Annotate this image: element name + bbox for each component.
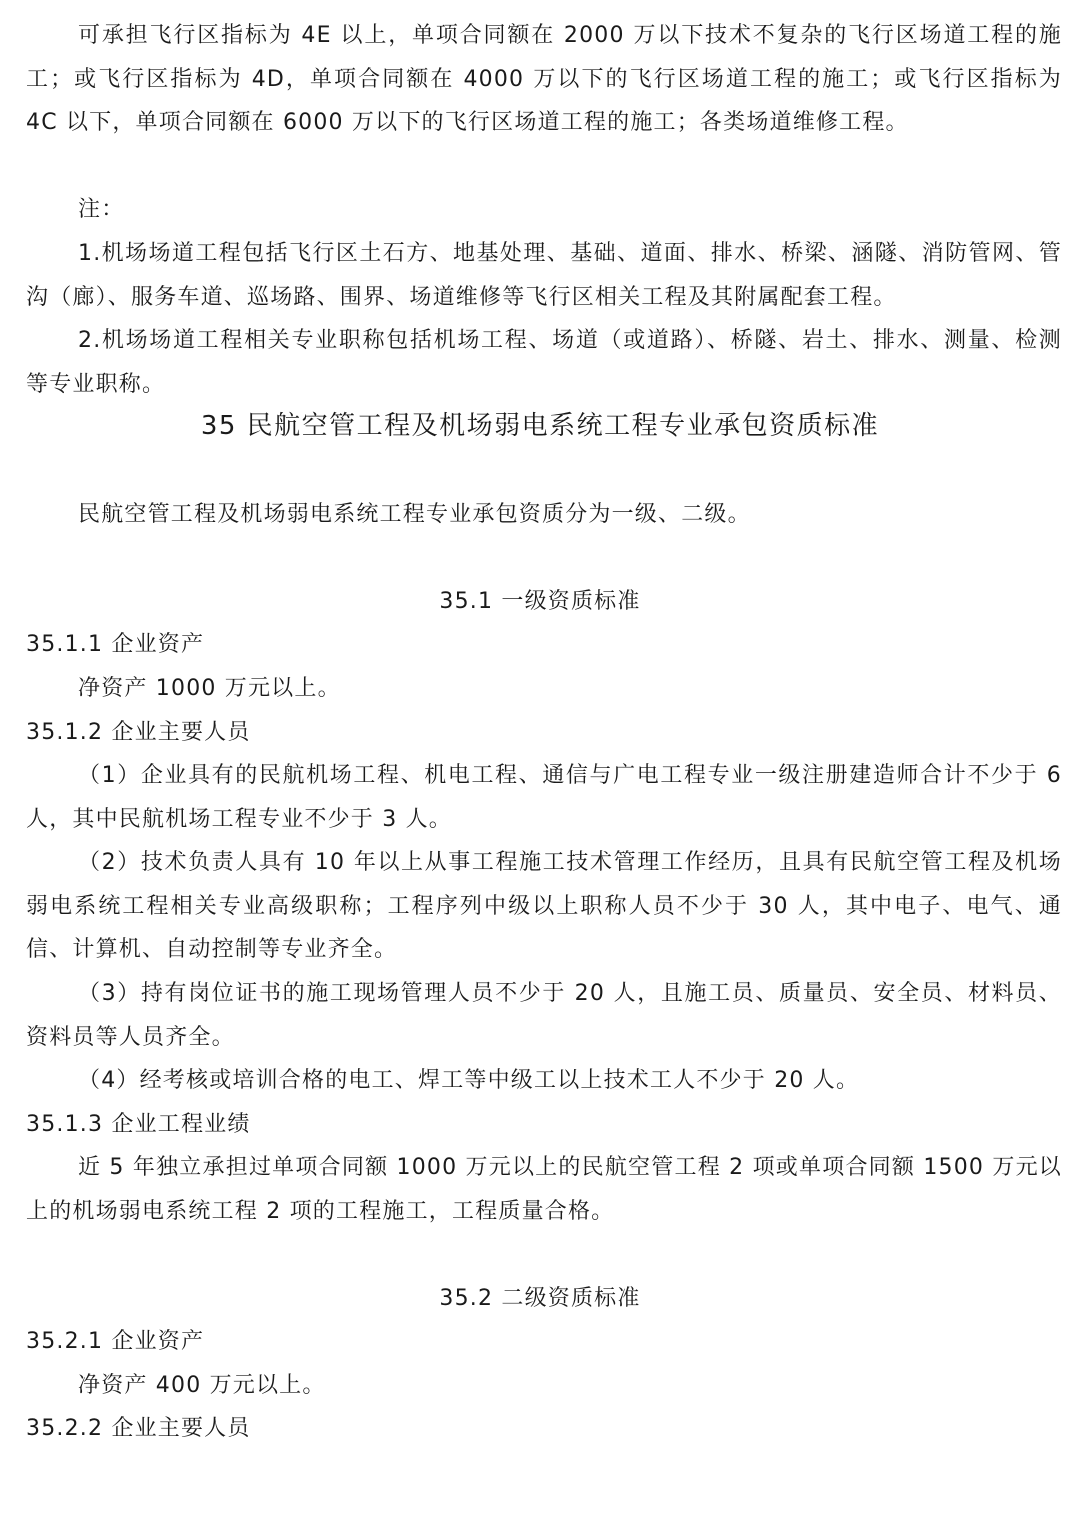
grade1-personnel-item-3: （3）持有岗位证书的施工现场管理人员不少于 20 人，且施工员、质量员、安全员、材料员、资料员等人员齐全。 — [26, 981, 1062, 1050]
grade1-performance-heading: 35.1.3 企业工程业绩 — [26, 1112, 251, 1137]
intro-paragraph: 可承担飞行区指标为 4E 以上，单项合同额在 2000 万以下技术不复杂的飞行区场道工程的施工；或飞行区指标为 4D，单项合同额在 4000 万以下的飞行区场道工程的施工；或飞行区指标为 4C 以下，单项合同额在 6000 万以下的飞行区场道工程的施工；各类场道维修工程。 — [26, 23, 1062, 135]
grade2-assets-heading: 35.2.1 企业资产 — [26, 1329, 205, 1354]
grade2-title: 35.2 二级资质标准 — [439, 1286, 641, 1311]
grade1-assets-heading: 35.1.1 企业资产 — [26, 632, 205, 657]
grade1-performance-text: 近 5 年独立承担过单项合同额 1000 万元以上的民航空管工程 2 项或单项合同额 1500 万元以上的机场弱电系统工程 2 项的工程施工，工程质量合格。 — [26, 1155, 1062, 1224]
notes-label: 注： — [78, 197, 125, 222]
section-35-title: 35 民航空管工程及机场弱电系统工程专业承包资质标准 — [200, 411, 880, 441]
section-35-intro: 民航空管工程及机场弱电系统工程专业承包资质分为一级、二级。 — [78, 502, 751, 527]
grade2-personnel-heading: 35.2.2 企业主要人员 — [26, 1416, 251, 1441]
grade1-assets-text: 净资产 1000 万元以上。 — [78, 676, 341, 701]
grade1-personnel-item-4: （4）经考核或培训合格的电工、焊工等中级工以上技术工人不少于 20 人。 — [78, 1068, 860, 1093]
grade1-personnel-heading: 35.1.2 企业主要人员 — [26, 720, 251, 745]
note-item-2: 2.机场场道工程相关专业职称包括机场工程、场道（或道路）、桥隧、岩土、排水、测量、检测等专业职称。 — [26, 328, 1062, 397]
note-item-1: 1.机场场道工程包括飞行区土石方、地基处理、基础、道面、排水、桥梁、涵隧、消防管网、管沟（廊）、服务车道、巡场路、围界、场道维修等飞行区相关工程及其附属配套工程。 — [26, 241, 1062, 310]
grade1-title: 35.1 一级资质标准 — [439, 589, 641, 614]
grade1-personnel-item-1: （1）企业具有的民航机场工程、机电工程、通信与广电工程专业一级注册建造师合计不少于 6 人，其中民航机场工程专业不少于 3 人。 — [26, 763, 1062, 832]
grade2-assets-text: 净资产 400 万元以上。 — [78, 1373, 326, 1398]
grade1-personnel-item-2: （2）技术负责人具有 10 年以上从事工程施工技术管理工作经历，且具有民航空管工程及机场弱电系统工程相关专业高级职称；工程序列中级以上职称人员不少于 30 人，其中电子、电气、通信、计算机、自动控制等专业齐全。 — [26, 850, 1062, 962]
